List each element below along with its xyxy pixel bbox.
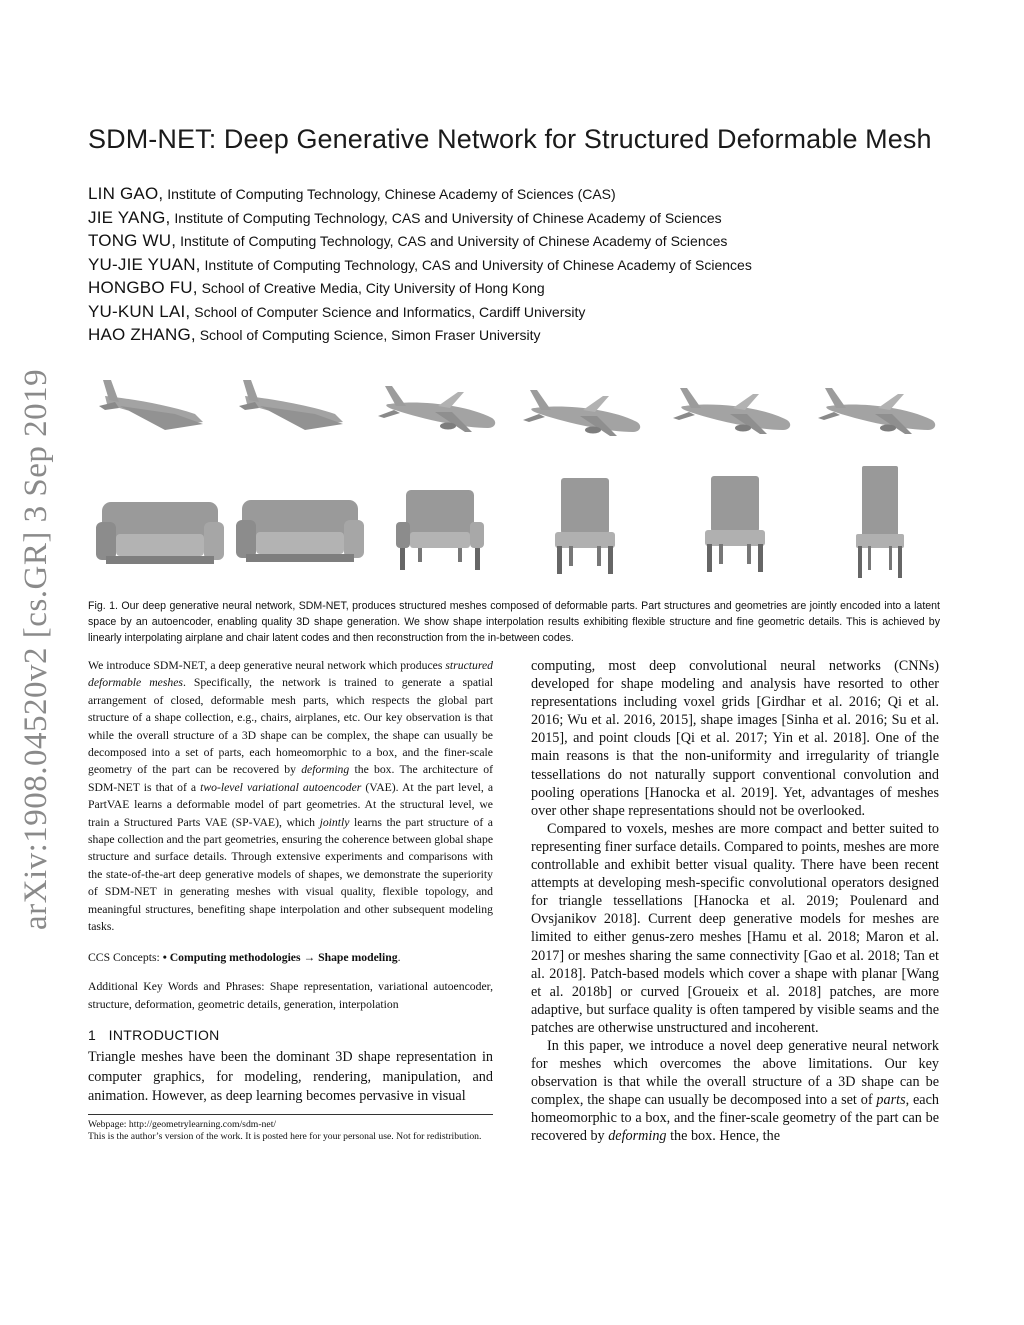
author-name: HONGBO FU, (88, 278, 198, 297)
abstract-text: the box. The architecture of SDM-NET is that of a (88, 763, 493, 794)
chair-shape-6 (856, 466, 904, 578)
abstract-text: learns the part structure of a shape collection and the part geometries, ensuring the coherence between global shape structure and surface details. Through extensive experiments and comparisons with the state-of-the-art deep generative models of shapes, we demonstrate the superiority of SDM-NET in generating meshes with visual quality, flexible topology, and meaningful structures, benefiting shape interpolation and other subsequent modeling tasks. (88, 815, 494, 934)
author-affiliation: School of Computer Science and Informatics, Cardiff University (194, 303, 586, 320)
airplane-shape-3 (378, 386, 495, 432)
footnote (88, 1119, 493, 1142)
airplane-shape-2 (239, 380, 343, 430)
author-row (88, 206, 752, 230)
ccs-concept: • Computing methodologies → Shape modeling (162, 951, 398, 964)
paragraph-emphasis: deforming (608, 1128, 667, 1145)
ccs-concepts (88, 949, 493, 966)
author-name: LIN GAO, (88, 184, 164, 203)
author-row (88, 182, 752, 206)
paragraph-emphasis: parts (876, 1092, 906, 1109)
right-column (531, 657, 939, 1146)
airplane-shape-4 (523, 390, 640, 436)
abstract-text: . Specifically, the network is trained to generate a spatial arrangement of closed, deformable mesh parts, which respects the global part structure of a shape collection, e.g., chairs, airplanes, etc. Our key observation is that while the overall structure of a 3D shape can be complex, the shape can usually be decomposed into a set of parts, each homeomorphic to a box, and the finer-scale geometry of the part can be recovered by (88, 676, 493, 777)
paragraph-text: the box. Hence, the (666, 1128, 780, 1145)
chair-shape-2 (236, 500, 364, 562)
author-affiliation: Institute of Computing Technology, Chinese Academy of Sciences (CAS) (167, 186, 616, 202)
airplane-shape-5 (673, 388, 790, 434)
keywords: Additional Key Words and Phrases: Shape representation, variational autoencoder, structure, deformation, geometric details, generation, interpolation (88, 980, 493, 1011)
author-affiliation: School of Creative Media, City University of Hong Kong (201, 280, 545, 296)
abstract-text: We introduce SDM-NET, a deep generative neural network which produces (88, 659, 446, 672)
author-row (88, 300, 752, 324)
footnote-rule (88, 1114, 493, 1115)
chair-shape-1 (96, 502, 224, 564)
arxiv-stamp: arXiv:1908.04520v2 [cs.GR] 3 Sep 2019 (18, 368, 54, 930)
author-name: YU-KUN LAI, (88, 301, 191, 321)
abstract-emphasis: structured deformable meshes (88, 659, 493, 690)
author-row (88, 229, 752, 253)
chair-shape-5 (705, 476, 765, 572)
chair-shape-4 (555, 478, 615, 574)
ccs-end: . (397, 951, 401, 964)
author-row (88, 253, 752, 277)
chair-shape-3 (396, 490, 484, 570)
abstract-emphasis: deforming (301, 763, 350, 777)
author-affiliation: Institute of Computing Technology, CAS and University of Chinese Academy of Sciences (204, 256, 752, 273)
paragraph: Compared to voxels, meshes are more compact and better suited to representing finer surface details. Compared to points, meshes are more controllable and exhibit better visual quality. There have been recent attempts at developing mesh-specific convolutional operators designed for triangle tessellations [Hanocka et al. 2019; Poulenard and Ovsjanikov 2018]. Current deep generative models for meshes are limited to either genus-zero meshes [Hamu et al. 2018; Maron et al. 2017] or meshes sharing the same connectivity [Gao et al. 2018; Tan et al. 2018]. Patch-based models which cover a shape with planar [Wang et al. 2018b] or curved [Groueix et al. 2018] patches, are more adaptive, but surface quality is often tampered by visible seams and the patches are otherwise unstructured and incoherent. (531, 820, 939, 1036)
ccs-label: CCS Concepts: (88, 951, 163, 964)
footnote-webpage: Webpage: http://geometrylearning.com/sdm-net/ (88, 1119, 277, 1130)
author-row (88, 276, 752, 300)
author-affiliation: Institute of Computing Technology, CAS and University of Chinese Academy of Sciences (180, 233, 728, 249)
author-affiliation: School of Computing Science, Simon Fraser University (199, 327, 541, 343)
intro-paragraph: Triangle meshes have been the dominant 3D shape representation in computer graphics, for modeling, rendering, manipulation, and animation. However, as deep learning becomes pervasive in visual (88, 1049, 493, 1104)
paragraph: computing, most deep convolutional neural networks (CNNs) developed for shape modeling and analysis have resorted to other representations including voxel grids [Girdhar et al. 2016; Qi et al. 2016; Wu et al. 2016, 2015], shape images [Sinha et al. 2016; Su et al. 2015], and point clouds [Qi et al. 2017; Yin et al. 2018]. One of the main reasons is that the non-uniformity and irregularity of triangle tessellations do not naturally support conventional convolution and pooling operations [Hanocka et al. 2019]. Yet, advantages of meshes over other shape representations should not be overlooked. (531, 658, 939, 819)
author-name: JIE YANG, (88, 207, 171, 227)
author-name: YU-JIE YUAN, (88, 254, 201, 274)
footnote-note: This is the author’s version of the work. It is posted here for your personal use. Not for redistribution. (88, 1130, 482, 1142)
section-title: INTRODUCTION (108, 1027, 220, 1043)
figure-caption: Fig. 1. Our deep generative neural network, SDM-NET, produces structured meshes composed of deformable parts. Part structures and geometries are jointly encoded into a latent space by an autoencoder, enabling quality 3D shape generation. We show shape interpolation results exhibiting flexible structure and fine geometric details. This is achieved by linearly interpolating airplane and chair latent codes and then reconstruction from the in-between codes. (88, 600, 940, 644)
paragraph-text: , each homeomorphic to a box, and the finer-scale geometry of the part can be recovered by (531, 1092, 939, 1145)
paragraph-text: In this paper, we introduce a novel deep generative neural network for meshes which overcomes the above limitations. Our key observation is that while the overall structure of a 3D shape can be complex, the shape can usually be decomposed into a set of (531, 1037, 939, 1109)
airplane-shape-6 (818, 388, 935, 434)
section-heading (88, 1027, 220, 1043)
paragraph (531, 1037, 939, 1146)
airplane-shape-1 (99, 380, 203, 430)
author-row (88, 323, 752, 347)
figure-1-interpolation (95, 360, 945, 590)
paper-title: SDM-NET: Deep Generative Network for Structured Deformable Mesh (88, 124, 932, 154)
author-list (88, 182, 752, 347)
author-affiliation: Institute of Computing Technology, CAS and University of Chinese Academy of Sciences (174, 209, 722, 226)
section-number: 1 (88, 1027, 97, 1043)
abstract-emphasis: two-level variational autoencoder (200, 780, 362, 794)
abstract-emphasis: jointly (319, 815, 350, 829)
abstract (88, 657, 493, 936)
author-name: HAO ZHANG, (88, 325, 196, 344)
author-name: TONG WU, (88, 231, 177, 250)
abstract-text: (VAE). At the part level, a PartVAE learns a deformable model of part geometries. At the structural level, we train a Structured Parts VAE (SP-VAE), which (88, 780, 494, 829)
